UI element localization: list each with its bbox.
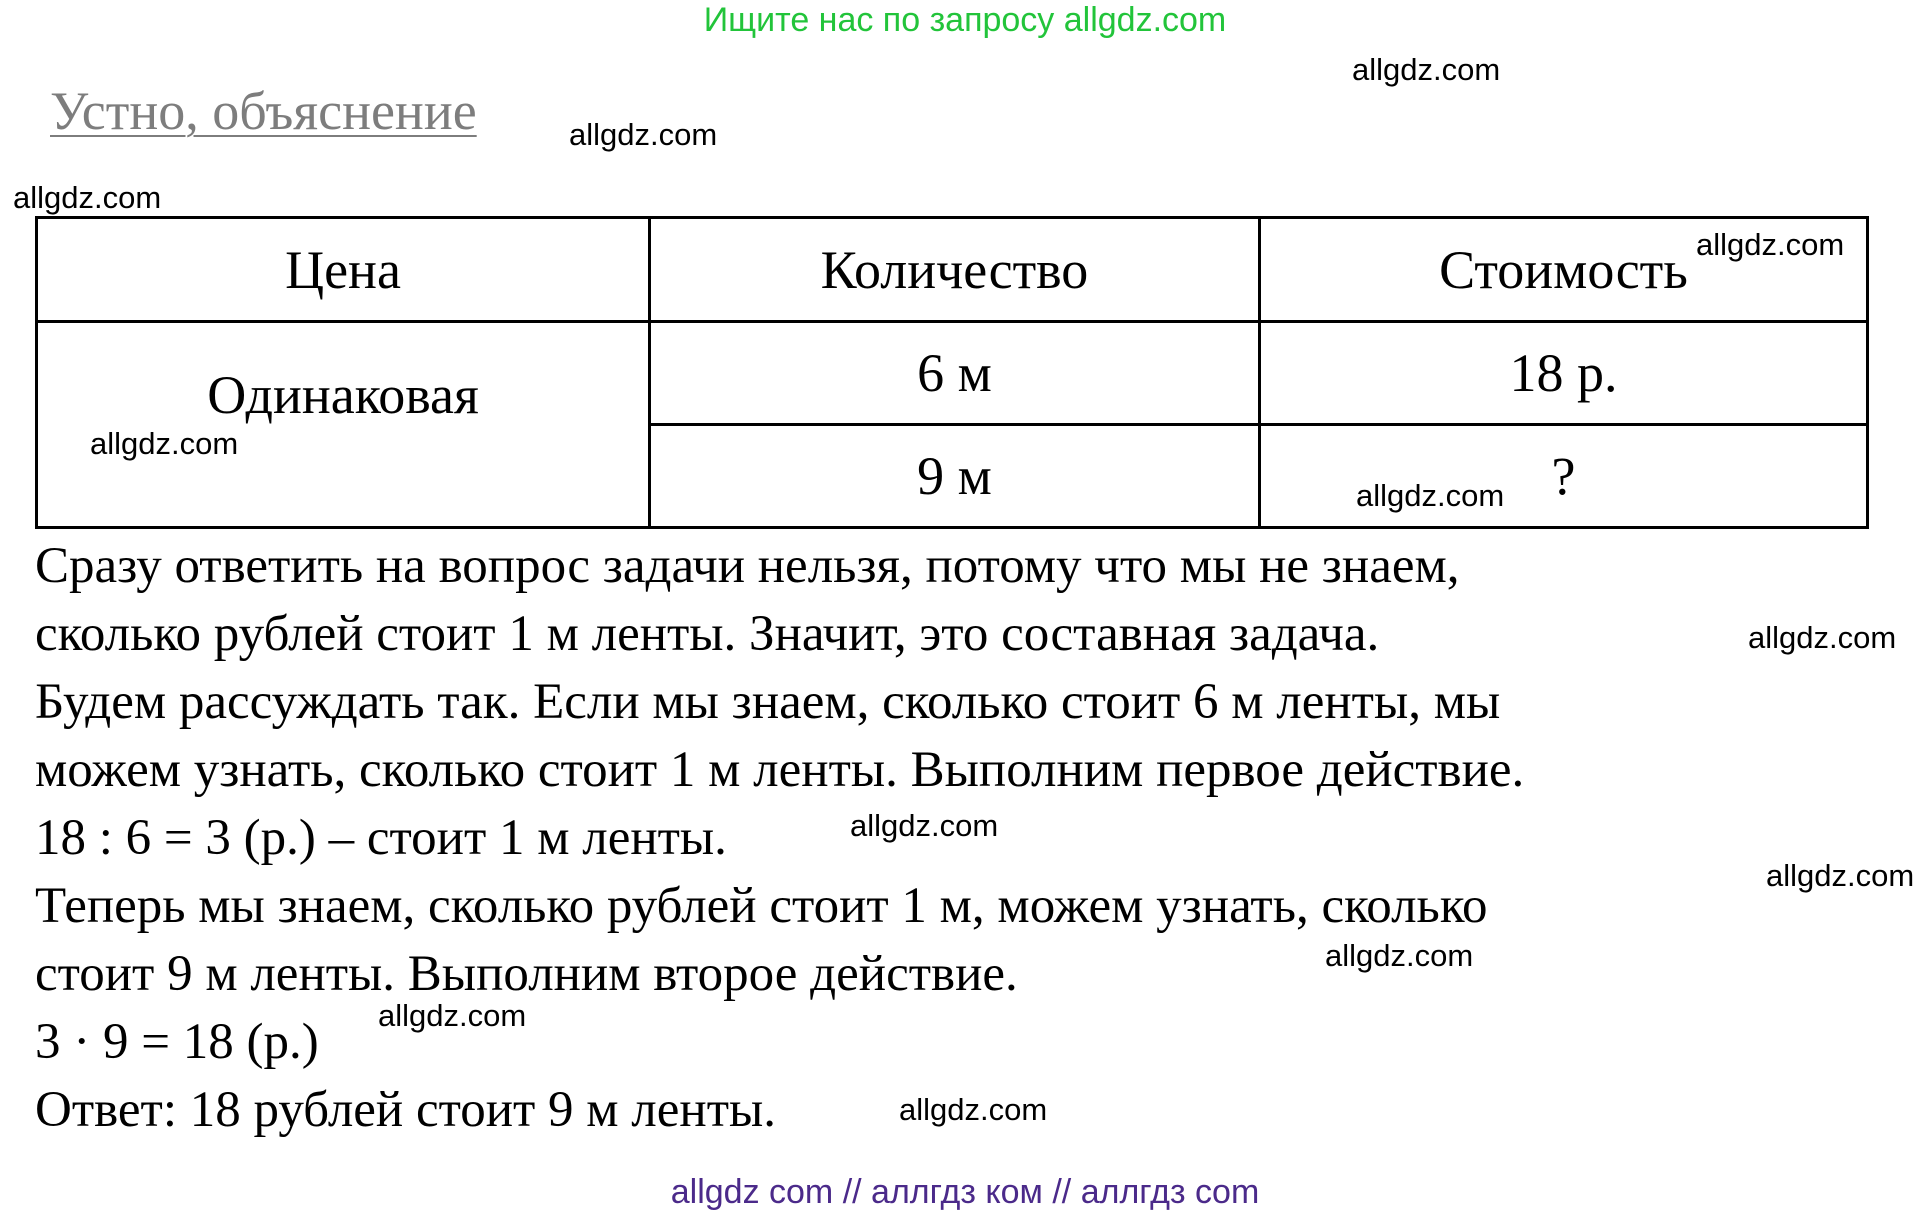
cost-cell: 18 р.	[1260, 322, 1868, 425]
header-quantity: Количество	[650, 218, 1260, 322]
watermark: allgdz.com	[1325, 938, 1474, 973]
price-quantity-cost-table	[35, 216, 1869, 529]
watermark: allgdz.com	[569, 117, 718, 152]
watermark: allgdz.com	[13, 180, 162, 215]
text-line: сколько рублей стоит 1 м ленты. Значит, это составная задача.	[35, 606, 1380, 662]
second-action-line: 3 · 9 = 18 (р.)	[35, 1014, 319, 1070]
price-cell: Одинаковая	[37, 322, 650, 528]
text-line: Сразу ответить на вопрос задачи нельзя, потому что мы не знаем,	[35, 538, 1460, 594]
text-line: можем узнать, сколько стоит 1 м ленты. Выполним первое действие.	[35, 742, 1525, 798]
watermark: allgdz.com	[378, 998, 527, 1033]
header-cost: Стоимость	[1260, 218, 1868, 322]
watermark: allgdz.com	[1748, 620, 1897, 655]
section-heading: Устно, объяснение	[50, 81, 477, 141]
top-banner: Ищите нас по запросу allgdz.com	[703, 1, 1227, 39]
text-line: Теперь мы знаем, сколько рублей стоит 1 м, можем узнать, сколько	[35, 878, 1488, 934]
watermark: allgdz.com	[1356, 478, 1505, 513]
text-line: Будем рассуждать так. Если мы знаем, сколько стоит 6 м ленты, мы	[35, 674, 1501, 730]
watermark: allgdz.com	[90, 426, 239, 461]
watermark: allgdz.com	[850, 808, 999, 843]
cost-cell: ?	[1260, 425, 1868, 528]
quantity-cell: 6 м	[650, 322, 1260, 425]
table-header-row	[37, 218, 1868, 322]
first-action-line: 18 : 6 = 3 (р.) – стоит 1 м ленты.	[35, 810, 727, 866]
footer-links: allgdz com // аллгдз ком // аллгдз com	[670, 1173, 1260, 1211]
quantity-cell: 9 м	[650, 425, 1260, 528]
watermark: allgdz.com	[899, 1092, 1048, 1127]
watermark: allgdz.com	[1352, 52, 1501, 87]
watermark: allgdz.com	[1766, 858, 1915, 893]
answer-line: Ответ: 18 рублей стоит 9 м ленты.	[35, 1082, 776, 1138]
text-line: стоит 9 м ленты. Выполним второе действие.	[35, 946, 1018, 1002]
watermark: allgdz.com	[1696, 227, 1845, 262]
explanation-text	[35, 532, 1524, 1144]
header-price: Цена	[37, 218, 650, 322]
table-row	[37, 322, 1868, 425]
